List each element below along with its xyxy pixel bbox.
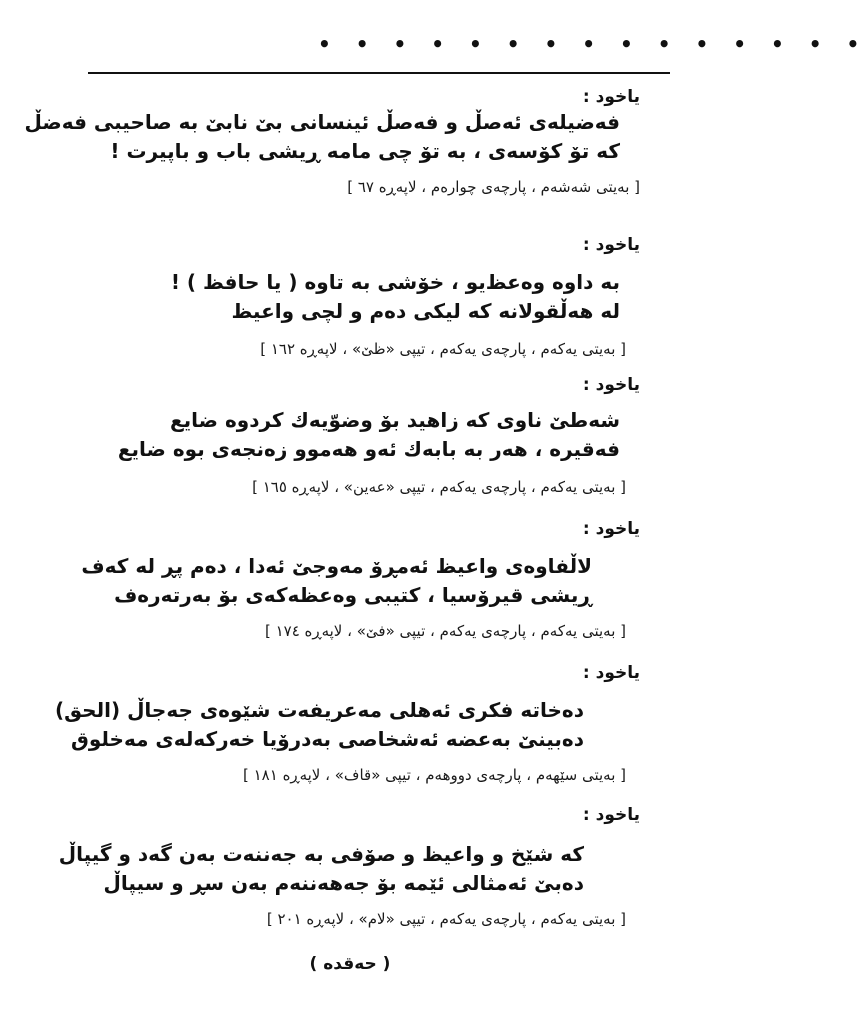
quote-lead: یاخود : <box>582 375 640 395</box>
verse-line: کە شێخ و واعیظ و صۆفی بە جەننەت بەن گەد و گیپاڵ <box>58 842 584 866</box>
quote-source: [ بەیتی سێهەم ، پارچەی دووهەم ، تیپی «قاف» ، لاپەڕە ١٨١ ] <box>243 766 626 784</box>
quote-source: [ بەیتی یەکەم ، پارچەی یەکەم ، تیپی «فێ» ، لاپەڕە ١٧٤ ] <box>264 622 626 640</box>
quote-block <box>60 804 640 930</box>
quote-source: [ بەیتی یەکەم ، پارچەی یەکەم ، تیپی «لام» ، لاپەڕە ٢٠١ ] <box>266 910 626 928</box>
header-rule <box>88 72 670 74</box>
quote-lead: یاخود : <box>582 663 640 683</box>
quote-lead: یاخود : <box>582 87 640 107</box>
verse-line: لە هەڵقولانە کە لیکی دەم و لچی واعیظ <box>231 299 620 323</box>
verse-line: شەطێ ناوی کە زاهید بۆ وضوّیەك کردوە ضایع <box>170 408 620 432</box>
quote-block <box>55 662 640 786</box>
verse-line: ڕیشی قیرۆسیا ، کتیبی وەعظەکەی بۆ بەرتەرەف <box>114 583 592 607</box>
verse-line: لاڵفاوەی واعیظ ئەمڕۆ مەوجێ ئەدا ، دەم پڕ لە کەف <box>81 554 592 578</box>
verse-line: کە تۆ کۆسەی ، بە تۆ چی مامە ڕیشی باب و باپیرت ! <box>110 139 620 163</box>
verse-line: دەبێ ئەمثالی ئێمە بۆ جەهەننەم بەن سڕ و سیپاڵ <box>103 871 584 895</box>
verse-line: دەبینێ بەعضە ئەشخاصی بەدرۆیا خەرکەلەی مەخلوق <box>70 727 584 751</box>
quote-block <box>60 374 640 498</box>
quote-block <box>60 518 640 642</box>
quote-source: [ بەیتی یەکەم ، پارچەی یەکەم ، تیپی «ظێ» ، لاپەڕە ١٦٢ ] <box>260 340 626 358</box>
verse-line: فەقیرە ، هەر بە بابەك ئەو هەموو زەنجەی بوە ضایع <box>117 437 620 461</box>
quote-lead: یاخود : <box>582 519 640 539</box>
header-dots: • • • • • • • • • • • • • • • <box>318 32 868 56</box>
quote-source: [ بەیتی شەشەم ، پارچەی چوارەم ، لاپەڕە ٦٧ ] <box>347 178 640 196</box>
verse-line: فەضیلەی ئەصڵ و فەصڵ ئینسانی بێ نابێ بە صاحیبی فەضڵ <box>24 110 620 134</box>
quote-block <box>24 86 640 198</box>
quote-lead: یاخود : <box>582 805 640 825</box>
quote-source: [ بەیتی یەکەم ، پارچەی یەکەم ، تیپی «عەین» ، لاپەڕە ١٦٥ ] <box>252 478 626 496</box>
page-number: ( حەقدە ) <box>309 954 391 974</box>
quote-lead: یاخود : <box>582 235 640 255</box>
verse-line: دەخاتە فکری ئەهلی مەعریفەت شێوەی جەجاڵ (الحق) <box>55 698 584 722</box>
quote-block <box>60 234 640 360</box>
verse-line: بە داوە وەعظ‌یو ، خۆشی بە تاوە ( یا حافظ ) ! <box>170 270 620 294</box>
